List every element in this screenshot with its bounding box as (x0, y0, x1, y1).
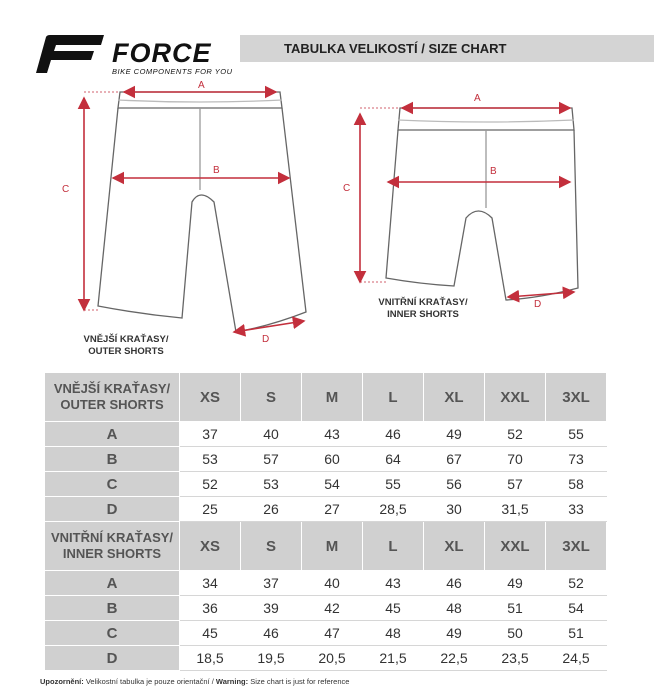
size-header-l: L (363, 522, 424, 571)
page-title: TABULKA VELIKOSTÍ / SIZE CHART (284, 41, 507, 56)
size-header-m: M (302, 373, 363, 422)
table-row (45, 422, 607, 447)
measurement-label: C (45, 621, 180, 646)
table-cell: 43 (302, 422, 363, 447)
size-header-l: L (363, 373, 424, 422)
table-cell: 18,5 (180, 646, 241, 671)
table-cell: 46 (363, 422, 424, 447)
table-cell: 24,5 (546, 646, 607, 671)
outer-shorts-header-row (45, 373, 607, 422)
size-header-xxl: XXL (485, 522, 546, 571)
inner-dimension-a-label: A (474, 93, 481, 104)
inner-dimension-c-label: C (343, 183, 351, 194)
table-cell: 67 (424, 447, 485, 472)
table-cell: 22,5 (424, 646, 485, 671)
table-cell: 33 (546, 497, 607, 522)
table-cell: 23,5 (485, 646, 546, 671)
table-cell: 45 (180, 621, 241, 646)
table-cell: 57 (241, 447, 302, 472)
table-cell: 49 (424, 422, 485, 447)
table-cell: 64 (363, 447, 424, 472)
size-table (44, 372, 607, 671)
measurement-label: D (45, 646, 180, 671)
table-cell: 47 (302, 621, 363, 646)
table-cell: 55 (546, 422, 607, 447)
table-cell: 46 (241, 621, 302, 646)
measurement-label: C (45, 472, 180, 497)
table-cell: 36 (180, 596, 241, 621)
dimension-b-label: B (213, 165, 220, 176)
dimension-c-label: C (62, 184, 70, 195)
measurement-label: B (45, 596, 180, 621)
inner-shorts-table-title: VNITŘNÍ KRAŤASY/ INNER SHORTS (45, 522, 180, 571)
table-cell: 52 (180, 472, 241, 497)
table-cell: 48 (424, 596, 485, 621)
table-cell: 52 (546, 571, 607, 596)
table-cell: 21,5 (363, 646, 424, 671)
table-cell: 30 (424, 497, 485, 522)
table-cell: 48 (363, 621, 424, 646)
table-cell: 57 (485, 472, 546, 497)
shorts-diagram (0, 78, 654, 368)
size-header-xs: XS (180, 522, 241, 571)
outer-shorts-caption: VNĚJŠÍ KRAŤASY/ OUTER SHORTS (83, 334, 169, 357)
table-cell: 34 (180, 571, 241, 596)
size-header-xl: XL (424, 373, 485, 422)
table-cell: 46 (424, 571, 485, 596)
table-row (45, 497, 607, 522)
table-cell: 20,5 (302, 646, 363, 671)
table-cell: 37 (180, 422, 241, 447)
size-header-3xl: 3XL (546, 522, 607, 571)
table-row (45, 646, 607, 671)
force-logo-icon (30, 33, 108, 75)
table-cell: 19,5 (241, 646, 302, 671)
inner-dimension-b-label: B (490, 166, 497, 177)
shorts-illustration (0, 78, 654, 368)
size-header-s: S (241, 522, 302, 571)
table-cell: 39 (241, 596, 302, 621)
inner-shorts-icon (386, 108, 578, 300)
table-cell: 27 (302, 497, 363, 522)
table-cell: 50 (485, 621, 546, 646)
table-cell: 56 (424, 472, 485, 497)
table-cell: 70 (485, 447, 546, 472)
size-header-3xl: 3XL (546, 373, 607, 422)
table-cell: 52 (485, 422, 546, 447)
table-cell: 73 (546, 447, 607, 472)
footnote: Upozornění: Velikostní tabulka je pouze orientační / Warning: Size chart is just for reference (40, 677, 350, 686)
table-cell: 28,5 (363, 497, 424, 522)
table-cell: 54 (546, 596, 607, 621)
size-header-xs: XS (180, 373, 241, 422)
table-row (45, 472, 607, 497)
measurement-label: B (45, 447, 180, 472)
table-cell: 26 (241, 497, 302, 522)
table-cell: 58 (546, 472, 607, 497)
brand-tagline: BIKE COMPONENTS FOR YOU (112, 67, 233, 76)
size-header-s: S (241, 373, 302, 422)
outer-shorts-table-title: VNĚJŠÍ KRAŤASY/ OUTER SHORTS (45, 373, 180, 422)
table-cell: 31,5 (485, 497, 546, 522)
inner-shorts-header-row (45, 522, 607, 571)
measurement-label: D (45, 497, 180, 522)
table-cell: 42 (302, 596, 363, 621)
table-cell: 45 (363, 596, 424, 621)
table-cell: 40 (241, 422, 302, 447)
table-cell: 51 (485, 596, 546, 621)
size-header-m: M (302, 522, 363, 571)
table-row (45, 571, 607, 596)
table-cell: 51 (546, 621, 607, 646)
table-cell: 40 (302, 571, 363, 596)
table-cell: 49 (485, 571, 546, 596)
table-row (45, 447, 607, 472)
size-header-xl: XL (424, 522, 485, 571)
table-cell: 53 (241, 472, 302, 497)
table-row (45, 621, 607, 646)
outer-shorts-icon (98, 92, 306, 332)
table-cell: 49 (424, 621, 485, 646)
dimension-d-label: D (262, 334, 270, 345)
brand-name: FORCE (112, 38, 212, 68)
size-header-xxl: XXL (485, 373, 546, 422)
table-row (45, 596, 607, 621)
table-cell: 53 (180, 447, 241, 472)
table-cell: 43 (363, 571, 424, 596)
table-cell: 54 (302, 472, 363, 497)
table-cell: 55 (363, 472, 424, 497)
table-cell: 25 (180, 497, 241, 522)
measurement-label: A (45, 422, 180, 447)
dimension-a-label: A (198, 80, 205, 91)
inner-dimension-d-label: D (534, 299, 542, 310)
title-bar (240, 35, 654, 62)
measurement-label: A (45, 571, 180, 596)
table-cell: 60 (302, 447, 363, 472)
table-cell: 37 (241, 571, 302, 596)
inner-shorts-caption: VNITŘNÍ KRAŤASY/ INNER SHORTS (378, 297, 468, 320)
